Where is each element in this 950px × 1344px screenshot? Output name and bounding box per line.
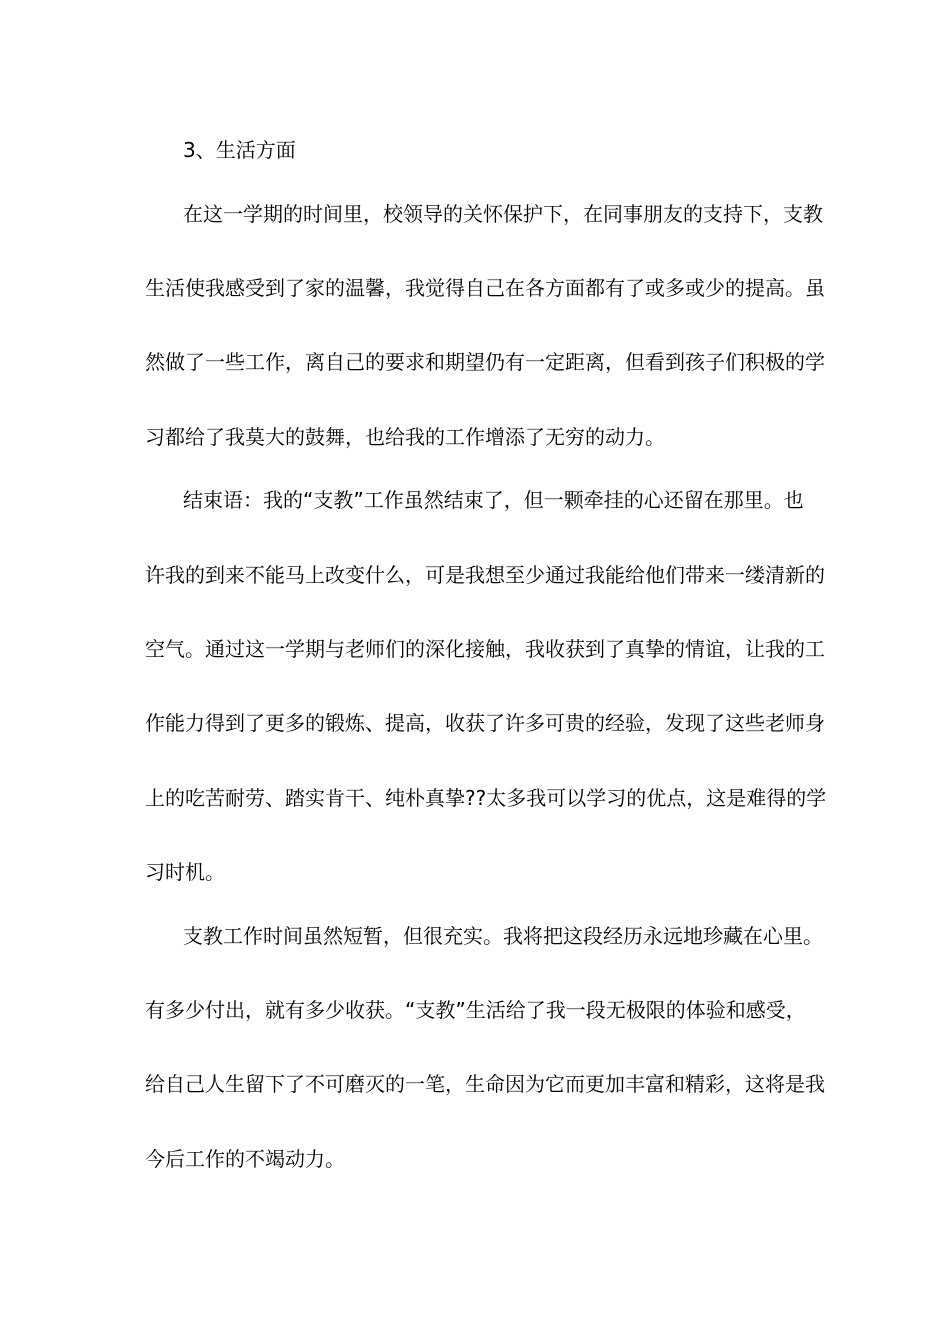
section-heading: 3、生活方面 [183, 138, 296, 162]
paragraph-line: 然做了一些工作，离自己的要求和期望仍有一定距离，但看到孩子们积极的学 [145, 350, 825, 374]
paragraph-line: 生活使我感受到了家的温馨，我觉得自己在各方面都有了或多或少的提高。虽 [145, 276, 825, 300]
paragraph-line: 上的吃苦耐劳、踏实肯干、纯朴真挚??太多我可以学习的优点，这是难得的学 [145, 786, 827, 810]
paragraph-line: 给自己人生留下了不可磨灭的一笔，生命因为它而更加丰富和精彩，这将是我 [145, 1072, 825, 1096]
paragraph-line: 支教工作时间虽然短暂，但很充实。我将把这段经历永远地珍藏在心里。 [183, 924, 823, 948]
paragraph-line: 作能力得到了更多的锻炼、提高，收获了许多可贵的经验，发现了这些老师身 [145, 711, 825, 735]
paragraph-line: 有多少付出，就有多少收获。“支教”生活给了我一段无极限的体验和感受， [145, 998, 806, 1022]
paragraph-line: 在这一学期的时间里，校领导的关怀保护下，在同事朋友的支持下，支教 [183, 202, 823, 226]
paragraph-line: 空气。通过这一学期与老师们的深化接触，我收获到了真挚的情谊，让我的工 [145, 637, 825, 661]
paragraph-line: 结束语：我的“支教”工作虽然结束了，但一颗牵挂的心还留在那里。也 [183, 488, 804, 512]
paragraph-line: 今后工作的不竭动力。 [145, 1147, 345, 1171]
paragraph-line: 习都给了我莫大的鼓舞，也给我的工作增添了无穷的动力。 [145, 425, 665, 449]
paragraph-line: 许我的到来不能马上改变什么，可是我想至少通过我能给他们带来一缕清新的 [145, 563, 825, 587]
paragraph-line: 习时机。 [145, 860, 225, 884]
